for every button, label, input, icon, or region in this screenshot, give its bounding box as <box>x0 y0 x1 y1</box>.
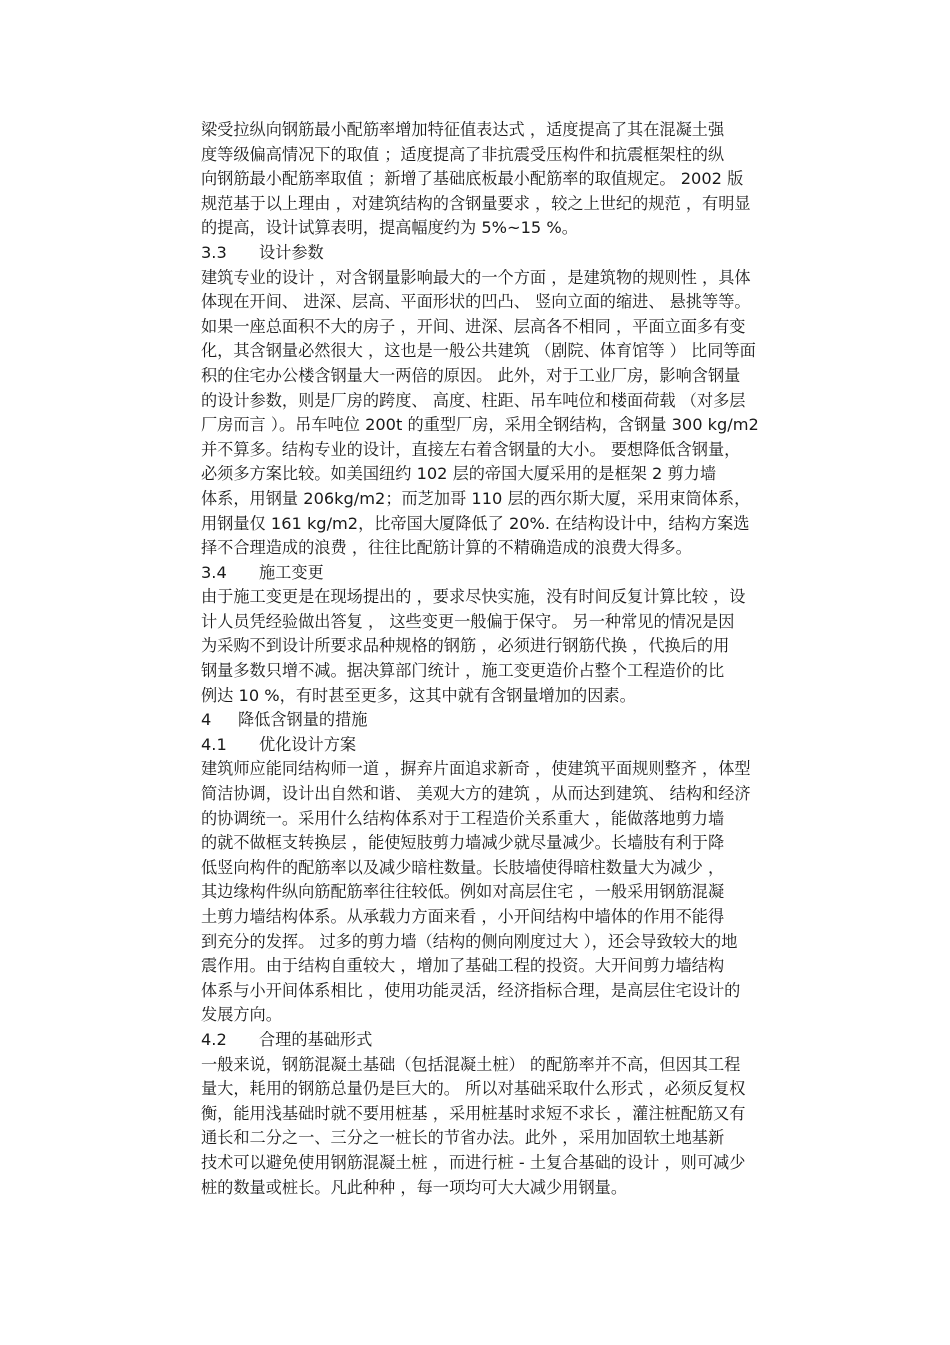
section-number: 4.2 <box>201 1029 227 1049</box>
text-line: 化，其含钢量必然很大 ，这也是一般公共建筑 （剧院、体育馆等 ） 比同等面 <box>201 341 756 361</box>
text-line: 钢量多数只增不减。据决算部门统计 ，施工变更造价占整个工程造价的比 <box>201 661 725 681</box>
section-number: 4.1 <box>201 734 227 754</box>
section-number: 4 <box>201 710 212 730</box>
section-title: 合理的基础形式 <box>259 1029 373 1049</box>
text-line: 其边缘构件纵向筋配筋率往往较低。例如对高层住宅 ，一般采用钢筋混凝 <box>201 882 725 902</box>
text-line: 度等级偏高情况下的取值 ；适度提高了非抗震受压构件和抗震框架柱的纵 <box>201 144 725 164</box>
text-line: 震作用。由于结构自重较大 ，增加了基础工程的投资。大开间剪力墙结构 <box>201 956 725 976</box>
document-page <box>201 118 813 1200</box>
text-line: 规范基于以上理由 ，对建筑结构的含钢量要求 ，较之上世纪的规范 ，有明显 <box>201 193 751 213</box>
text-line: 梁受拉纵向钢筋最小配筋率增加特征值表达式 ，适度提高了其在混凝土强 <box>201 120 725 139</box>
paragraph <box>201 585 813 708</box>
text-line: 桩的数量或桩长。凡此种种 ，每一项均可大大减少用钢量。 <box>201 1177 628 1197</box>
text-line: 体系与小开间体系相比 ，使用功能灵活，经济指标合理，是高层住宅设计的 <box>201 980 741 1000</box>
text-line: 衡，能用浅基础时就不要用桩基 ，采用桩基时求短不求长 ，灌注桩配筋又有 <box>201 1103 746 1123</box>
section-title: 优化设计方案 <box>259 734 357 754</box>
section-heading <box>201 733 813 758</box>
section-title: 施工变更 <box>259 562 324 582</box>
text-line: 简洁协调，设计出自然和谐、 美观大方的建筑 ，从而达到建筑、 结构和经济 <box>201 784 751 804</box>
text-line: 建筑专业的设计 ，对含钢量影响最大的一个方面 ，是建筑物的规则性 ，具体 <box>201 267 751 287</box>
paragraph <box>201 757 813 1028</box>
text-line: 发展方向。 <box>201 1005 282 1025</box>
text-line: 厂房而言 ）。吊车吨位 200t 的重型厂房，采用全钢结构，含钢量 300 kg/m2 <box>201 415 759 435</box>
section-number: 3.4 <box>201 562 227 582</box>
text-line: 技术可以避免使用钢筋混凝土桩 ，而进行桩 - 土复合基础的设计 ，则可减少 <box>201 1152 746 1172</box>
section-heading <box>201 561 813 586</box>
text-line: 到充分的发挥。 过多的剪力墙（结构的侧向刚度过大 ），还会导致较大的地 <box>201 931 738 951</box>
text-line: 并不算多。结构专业的设计，直接左右着含钢量的大小。 要想降低含钢量， <box>201 439 741 459</box>
text-line: 例达 10 %，有时甚至更多，这其中就有含钢量增加的因素。 <box>201 685 636 705</box>
text-line: 建筑师应能同结构师一道 ，摒弃片面追求新奇 ，使建筑平面规则整齐 ，体型 <box>201 759 751 779</box>
text-line: 的协调统一。采用什么结构体系对于工程造价关系重大 ，能做落地剪力墙 <box>201 808 725 828</box>
text-line: 如果一座总面积不大的房子 ，开间、进深、层高各不相同 ，平面立面多有变 <box>201 316 746 336</box>
paragraph <box>201 1053 813 1201</box>
paragraph <box>201 118 813 241</box>
text-line: 向钢筋最小配筋率取值 ；新增了基础底板最小配筋率的取值规定。 2002 版 <box>201 169 744 189</box>
text-line: 择不合理造成的浪费 ，往往比配筋计算的不精确造成的浪费大得多。 <box>201 538 692 558</box>
text-line: 用钢量仅 161 kg/m2，比帝国大厦降低了 20%. 在结构设计中，结构方案选 <box>201 513 750 533</box>
section-heading <box>201 708 813 733</box>
text-line: 必须多方案比较。如美国纽约 102 层的帝国大厦采用的是框架 2 剪力墙 <box>201 464 717 484</box>
section-title: 降低含钢量的措施 <box>238 710 368 730</box>
text-line: 土剪力墙结构体系。从承载力方面来看 ，小开间结构中墙体的作用不能得 <box>201 907 725 926</box>
text-line: 通长和二分之一、三分之一桩长的节省办法。此外 ，采用加固软土地基新 <box>201 1128 725 1148</box>
text-line: 量大，耗用的钢筋总量仍是巨大的。 所以对基础采取什么形式 ，必须反复权 <box>201 1079 746 1099</box>
section-title: 设计参数 <box>259 242 324 262</box>
text-line: 的提高，设计试算表明，提高幅度约为 5%~15 %。 <box>201 218 578 238</box>
text-line: 由于施工变更是在现场提出的 ，要求尽快实施，没有时间反复计算比较 ，设 <box>201 587 746 607</box>
text-line: 的就不做框支转换层 ，能使短肢剪力墙减少就尽量减少。长墙肢有利于降 <box>201 833 725 853</box>
text-line: 的设计参数，则是厂房的跨度、 高度、柱距、吊车吨位和楼面荷载 （对多层 <box>201 390 746 410</box>
text-line: 低竖向构件的配筋率以及减少暗柱数量。长肢墙使得暗柱数量大为减少 ， <box>201 857 725 877</box>
text-line: 体现在开间、 进深、层高、平面形状的凹凸、 竖向立面的缩进、 悬挑等等。 <box>201 292 751 312</box>
text-line: 为采购不到设计所要求品种规格的钢筋 ，必须进行钢筋代换 ，代换后的用 <box>201 636 730 656</box>
text-line: 计人员凭经验做出答复 ， 这些变更一般偏于保守。 另一种常见的情况是因 <box>201 611 735 631</box>
text-line: 一般来说，钢筋混凝土基础（包括混凝土桩） 的配筋率并不高，但因其工程 <box>201 1054 741 1074</box>
section-heading <box>201 241 813 266</box>
section-heading <box>201 1028 813 1053</box>
text-line: 体系，用钢量 206kg/m2；而芝加哥 110 层的西尔斯大厦，采用束筒体系， <box>201 488 751 508</box>
paragraph <box>201 266 813 561</box>
section-number: 3.3 <box>201 242 227 262</box>
text-line: 积的住宅办公楼含钢量大一两倍的原因。 此外，对于工业厂房，影响含钢量 <box>201 365 741 385</box>
